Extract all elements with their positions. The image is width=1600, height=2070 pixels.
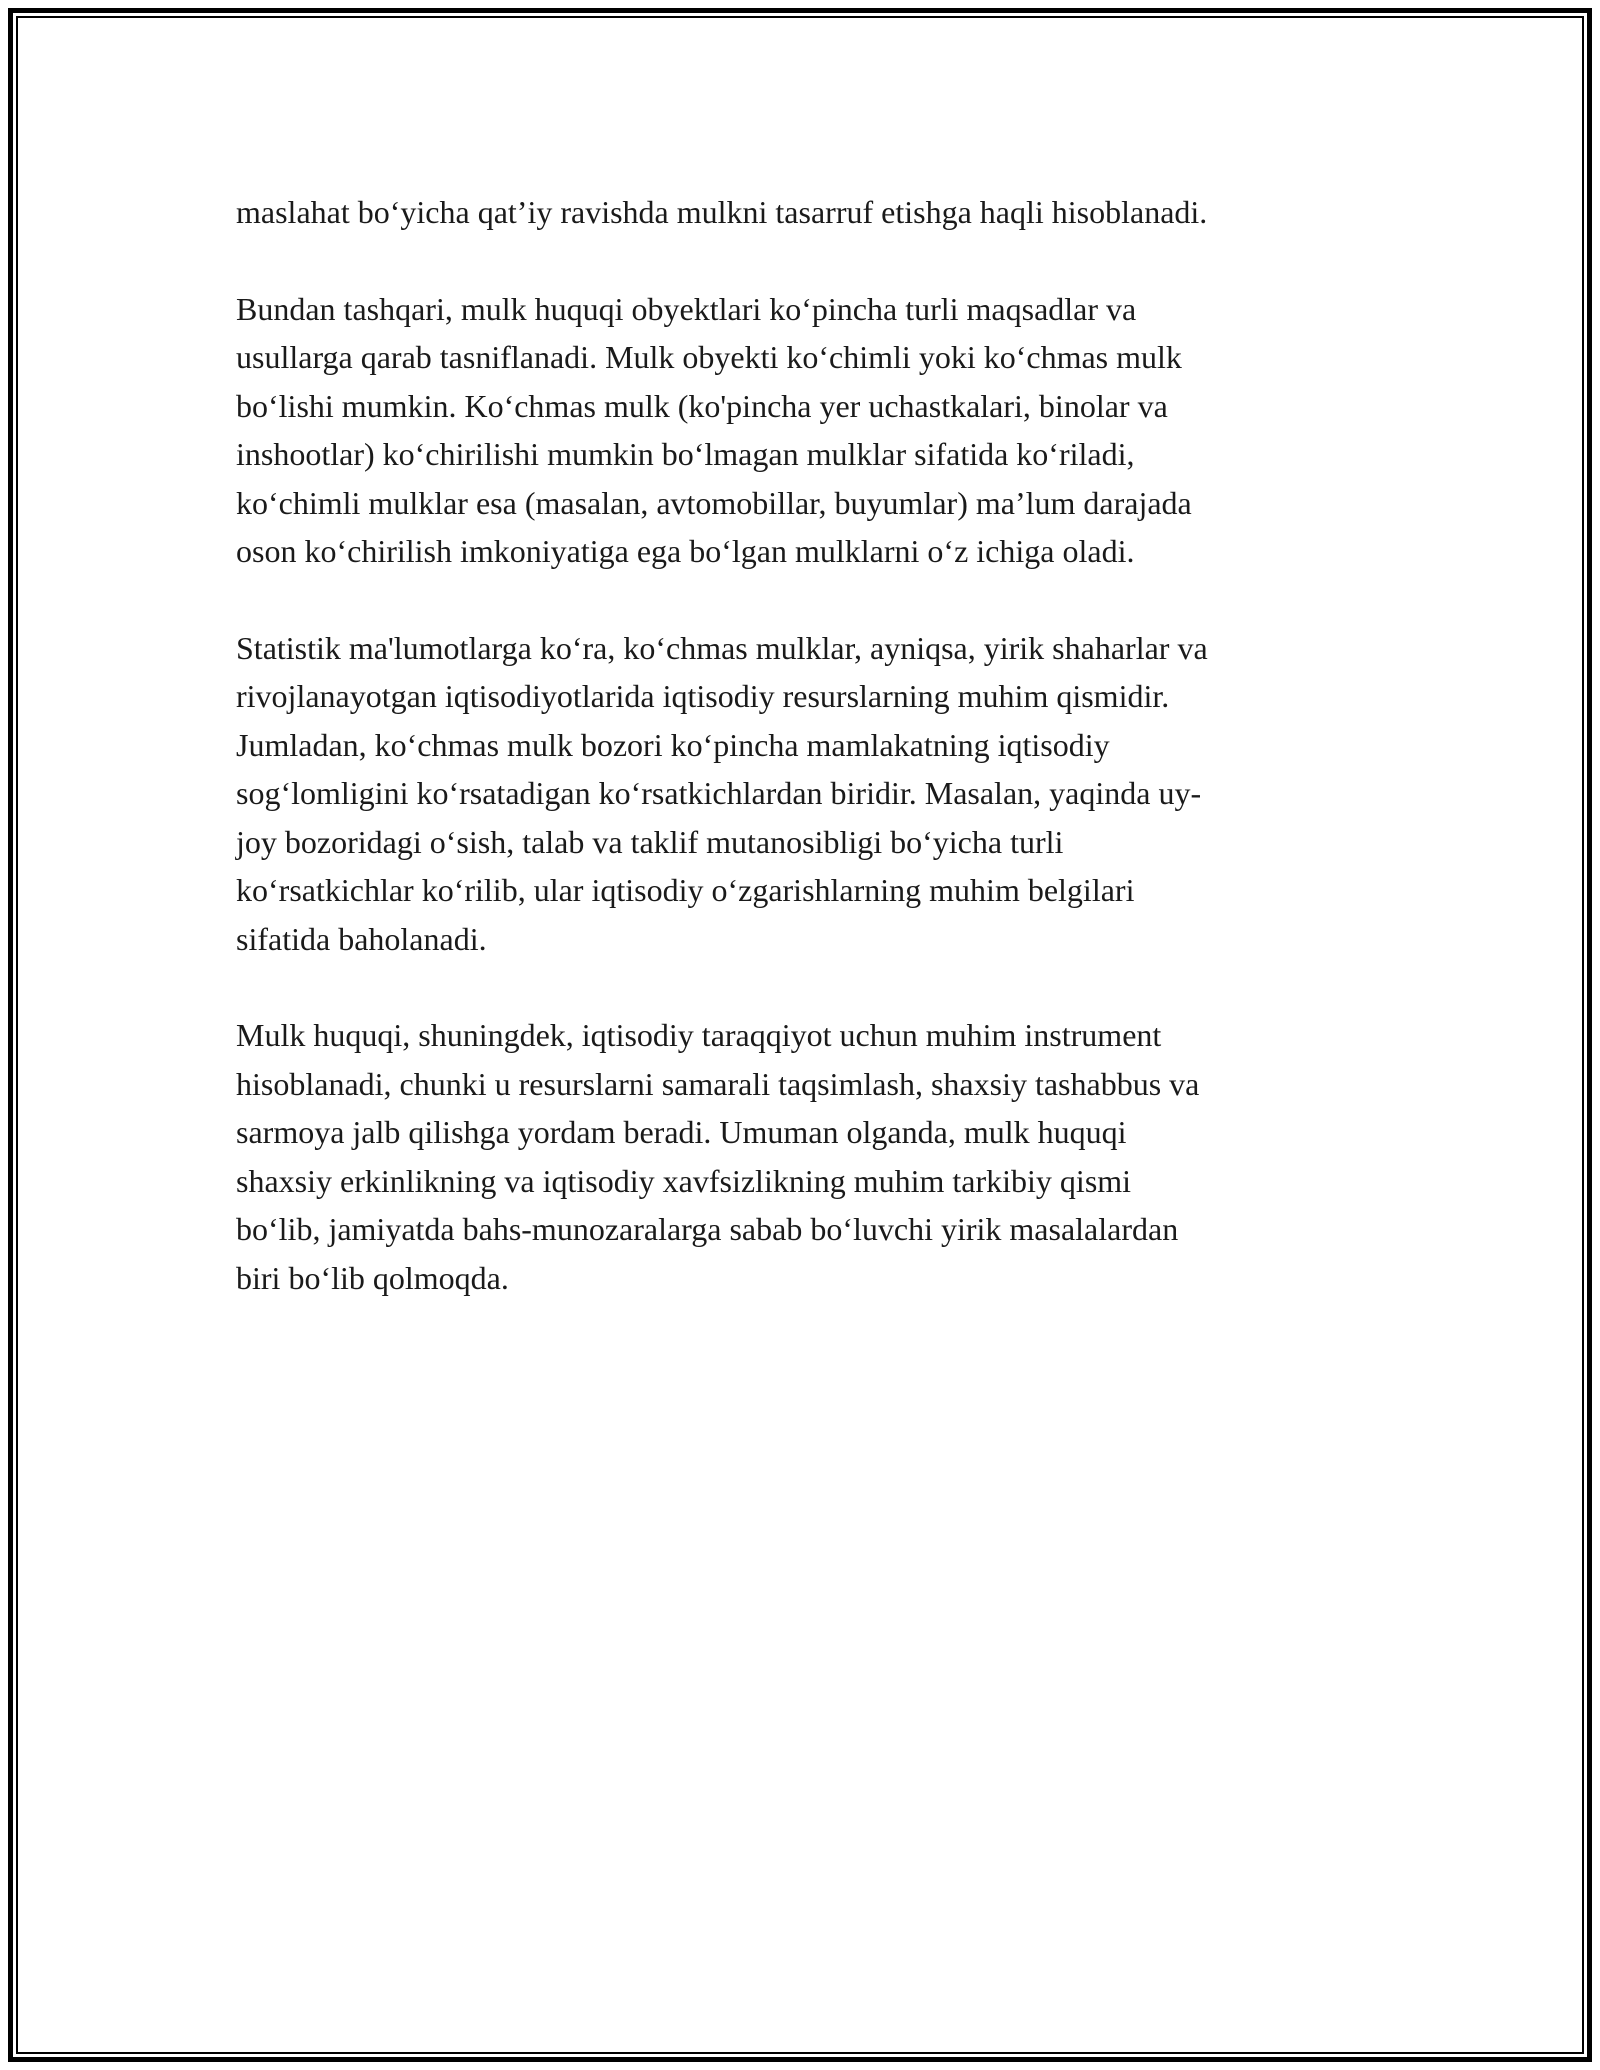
text-line: Statistik ma'lumotlarga ko‘ra, ko‘chmas mulklar, ayniqsa, yirik shaharlar va <box>236 629 1208 666</box>
text-line: Bundan tashqari, mulk huquqi obyektlari ko‘pincha turli maqsadlar va <box>236 290 1137 327</box>
text-line: sifatida baholanadi. <box>236 920 487 957</box>
text-line: bo‘lib, jamiyatda bahs-munozaralarga sabab bo‘luvchi yirik masalalardan <box>236 1211 1179 1247</box>
text-line: sarmoya jalb qilishga yordam beradi. Umuman olganda, mulk huquqi <box>236 1114 1127 1150</box>
paragraph-spacer <box>236 237 1366 285</box>
text-line: Jumladan, ko‘chmas mulk bozori ko‘pincha mamlakatning iqtisodiy <box>236 726 1110 763</box>
paragraph-1 <box>236 188 1366 237</box>
paragraph-spacer <box>236 576 1366 624</box>
text-line: inshootlar) ko‘chirilishi mumkin bo‘lmagan mulklar sifatida ko‘riladi, <box>236 436 1135 472</box>
text-line: maslahat bo‘yicha qat’iy ravishda mulkni tasarruf etishga haqli hisoblanadi. <box>236 194 1208 230</box>
text-line: ko‘chimli mulklar esa (masalan, avtomobillar, buyumlar) ma’lum darajada <box>236 484 1192 521</box>
paragraph-2 <box>236 285 1366 576</box>
paragraph-3 <box>236 624 1366 964</box>
paragraph-spacer <box>236 963 1366 1011</box>
text-line: sog‘lomligini ko‘rsatadigan ko‘rsatkichlardan biridir. Masalan, yaqinda uy- <box>236 775 1202 811</box>
text-line: bo‘lishi mumkin. Ko‘chmas mulk (ko'pincha yer uchastkalari, binolar va <box>236 387 1168 424</box>
text-line: usullarga qarab tasniflanadi. Mulk obyekti ko‘chimli yoki ko‘chmas mulk <box>236 339 1182 375</box>
text-line: shaxsiy erkinlikning va iqtisodiy xavfsizlikning muhim tarkibiy qismi <box>236 1162 1132 1199</box>
text-line: Mulk huquqi, shuningdek, iqtisodiy taraqqiyot uchun muhim instrument <box>236 1017 1162 1053</box>
text-line: hisoblanadi, chunki u resurslarni samarali taqsimlash, shaxsiy tashabbus va <box>236 1065 1200 1102</box>
document-body <box>236 188 1366 1302</box>
text-line: ko‘rsatkichlar ko‘rilib, ular iqtisodiy o‘zgarishlarning muhim belgilari <box>236 872 1135 908</box>
paragraph-4 <box>236 1011 1366 1302</box>
text-line: oson ko‘chirilish imkoniyatiga ega bo‘lgan mulklarni o‘z ichiga oladi. <box>236 533 1135 569</box>
text-line: rivojlanayotgan iqtisodiyotlarida iqtisodiy resurslarning muhim qismidir. <box>236 678 1170 714</box>
text-line: joy bozoridagi o‘sish, talab va taklif mutanosibligi bo‘yicha turli <box>236 823 1064 860</box>
text-line: biri bo‘lib qolmoqda. <box>236 1259 509 1296</box>
